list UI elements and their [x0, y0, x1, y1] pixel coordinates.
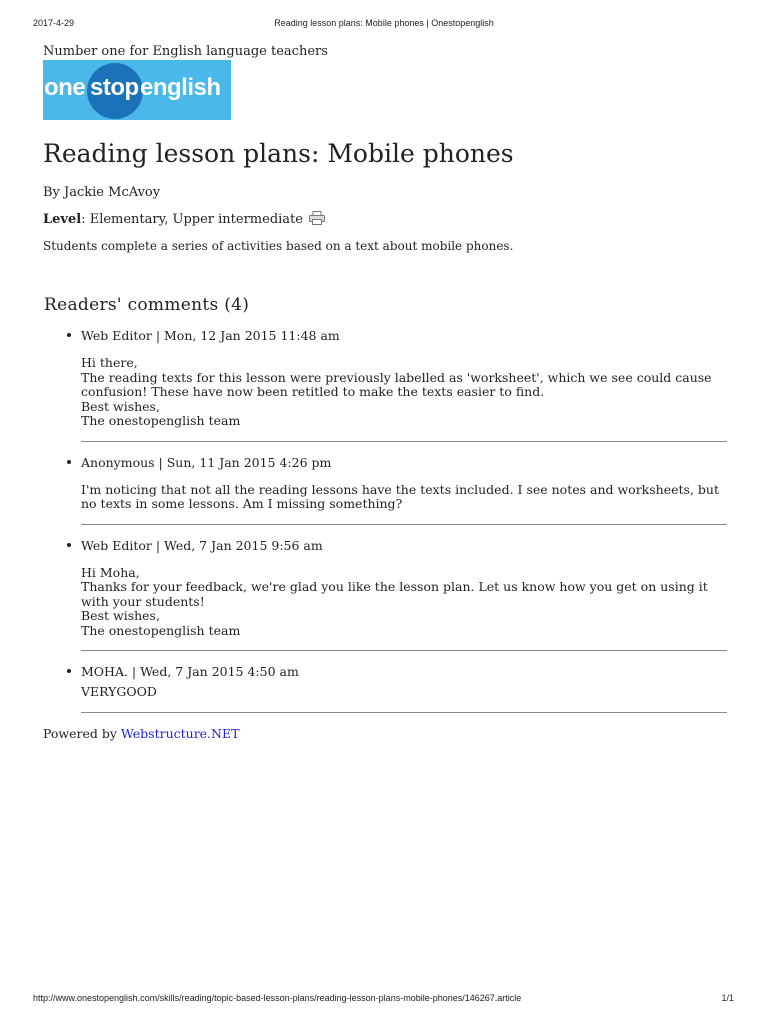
comment-line: Thanks for your feedback, we're glad you like the lesson plan. Let us know how you get on using it with your students! [81, 579, 708, 609]
site-tagline: Number one for English language teachers [43, 44, 328, 59]
comment-line: VERYGOOD [81, 684, 157, 699]
comment-meta: Web Editor | Mon, 12 Jan 2015 11:48 am [81, 328, 340, 343]
comments-list-2 [43, 455, 727, 512]
logo-text-one: one [44, 74, 86, 101]
article-summary: Students complete a series of activities based on a text about mobile phones. [43, 239, 514, 253]
webstructure-link[interactable]: Webstructure.NET [120, 725, 240, 741]
comments-list [43, 328, 727, 429]
comment-line: The onestopenglish team [81, 622, 241, 638]
comment-meta: MOHA. | Wed, 7 Jan 2015 4:50 am [81, 664, 299, 679]
comment-meta: Anonymous | Sun, 11 Jan 2015 4:26 pm [81, 454, 332, 470]
comments-list-4 [43, 664, 727, 700]
comments-heading: Readers' comments (4) [44, 295, 250, 315]
comments-list-3 [43, 538, 727, 639]
level-value: : Elementary, Upper intermediate [81, 212, 303, 227]
comment-divider [81, 524, 727, 525]
print-url: http://www.onestopenglish.com/skills/reading/topic-based-lesson-plans/reading-lesson-plans-mobile-phones/146267.article [33, 993, 522, 1003]
comment-divider [81, 441, 727, 442]
article-title: Reading lesson plans: Mobile phones [43, 139, 514, 168]
comment-divider [81, 650, 727, 651]
comment-item [43, 538, 727, 639]
logo-text-stop: stop [90, 74, 139, 101]
comment-item [43, 455, 727, 512]
print-page-number: 1/1 [721, 993, 734, 1003]
comment-line: The onestopenglish team [81, 413, 241, 428]
comment-line: Best wishes, [81, 608, 160, 623]
comment-line: Hi Moha, [81, 564, 140, 580]
print-date: 2017-4-29 [33, 18, 75, 28]
bullet-icon [67, 669, 71, 673]
comment-item [43, 664, 727, 700]
comment-body [81, 356, 727, 429]
comment-divider [81, 712, 727, 713]
comment-body [81, 685, 727, 700]
comment-line: I'm noticing that not all the reading lessons have the texts included. I see notes and worksheets, but no texts in some lessons. Am I missing something? [81, 481, 719, 511]
bullet-icon [67, 460, 71, 464]
article-byline: By Jackie McAvoy [43, 185, 161, 200]
powered-by-prefix: Powered by [43, 725, 121, 741]
level-label: Level [43, 212, 82, 227]
comment-meta: Web Editor | Wed, 7 Jan 2015 9:56 am [81, 537, 323, 553]
comment-item [43, 328, 727, 429]
site-logo[interactable] [43, 60, 231, 120]
page-content [43, 44, 727, 742]
comment-body [81, 483, 727, 512]
bullet-icon [67, 543, 71, 547]
print-icon[interactable] [309, 211, 325, 225]
logo-text-english: english [140, 74, 221, 101]
article-level [43, 211, 727, 228]
powered-by [43, 726, 727, 742]
print-page-title: Reading lesson plans: Mobile phones | Onestopenglish [274, 18, 494, 28]
comment-body [81, 566, 727, 639]
comment-line: Hi there, [81, 355, 138, 370]
comment-line: The reading texts for this lesson were previously labelled as 'worksheet', which we see could cause confusion! These have now been retitled to make the texts easier to find. [81, 369, 712, 399]
bullet-icon [67, 333, 71, 337]
comment-line: Best wishes, [81, 398, 160, 414]
